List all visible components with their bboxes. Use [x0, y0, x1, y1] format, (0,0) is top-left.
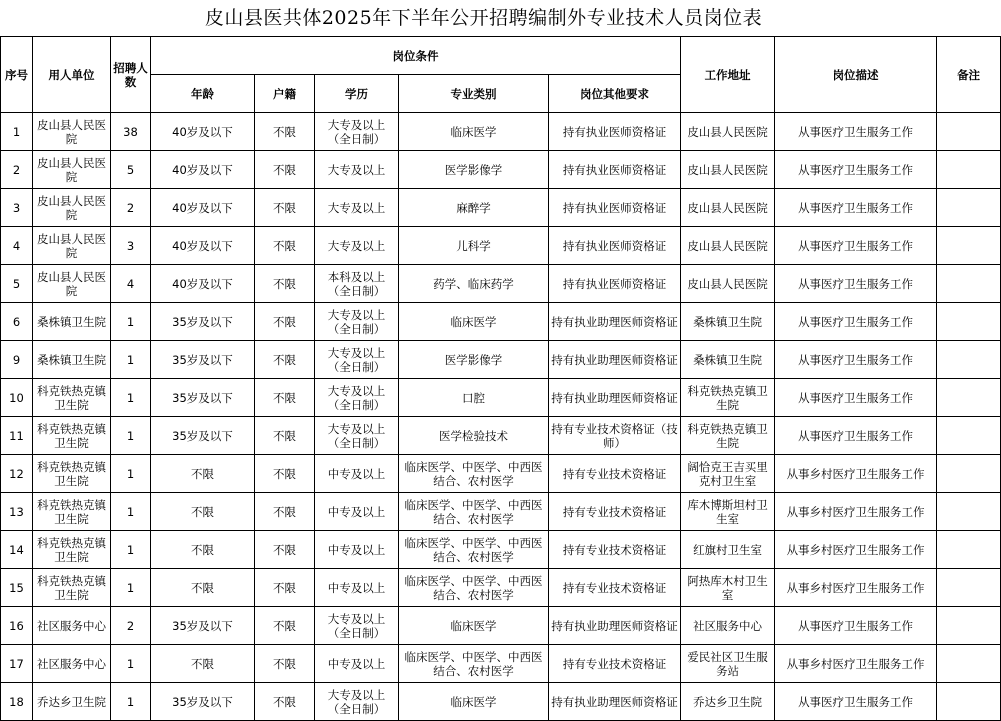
table-row: [1, 379, 1001, 417]
header-age: 年龄: [151, 75, 255, 113]
cell-seq: 15: [1, 569, 33, 607]
cell-desc: 从事医疗卫生服务工作: [775, 113, 937, 151]
cell-hukou: 不限: [255, 227, 315, 265]
cell-desc: 从事医疗卫生服务工作: [775, 683, 937, 721]
cell-seq: 13: [1, 493, 33, 531]
cell-desc: 从事乡村医疗卫生服务工作: [775, 531, 937, 569]
cell-major: 药学、临床药学: [399, 265, 549, 303]
cell-note: [937, 645, 1001, 683]
cell-desc: 从事医疗卫生服务工作: [775, 379, 937, 417]
table-row: [1, 455, 1001, 493]
cell-count: 2: [111, 607, 151, 645]
cell-unit: 皮山县人民医院: [33, 151, 111, 189]
cell-note: [937, 303, 1001, 341]
cell-unit: 乔达乡卫生院: [33, 683, 111, 721]
cell-unit: 桑株镇卫生院: [33, 341, 111, 379]
cell-location: 皮山县人民医院: [681, 151, 775, 189]
cell-location: 桑株镇卫生院: [681, 303, 775, 341]
cell-count: 1: [111, 569, 151, 607]
cell-count: 1: [111, 341, 151, 379]
cell-note: [937, 379, 1001, 417]
table-row: [1, 189, 1001, 227]
cell-other: 持有专业技术资格证: [549, 531, 681, 569]
cell-hukou: 不限: [255, 683, 315, 721]
cell-unit: 科克铁热克镇卫生院: [33, 569, 111, 607]
cell-other: 持有执业助理医师资格证: [549, 379, 681, 417]
cell-seq: 18: [1, 683, 33, 721]
cell-edu: 大专及以上（全日制）: [315, 113, 399, 151]
cell-location: 阿热库木村卫生室: [681, 569, 775, 607]
cell-age: 35岁及以下: [151, 341, 255, 379]
cell-note: [937, 265, 1001, 303]
cell-major: 临床医学: [399, 113, 549, 151]
cell-age: 40岁及以下: [151, 113, 255, 151]
cell-major: 临床医学、中医学、中西医结合、农村医学: [399, 569, 549, 607]
cell-hukou: 不限: [255, 303, 315, 341]
cell-note: [937, 493, 1001, 531]
cell-major: 临床医学、中医学、中西医结合、农村医学: [399, 645, 549, 683]
cell-age: 35岁及以下: [151, 607, 255, 645]
cell-unit: 科克铁热克镇卫生院: [33, 455, 111, 493]
cell-count: 4: [111, 265, 151, 303]
cell-edu: 大专及以上: [315, 151, 399, 189]
cell-note: [937, 227, 1001, 265]
cell-hukou: 不限: [255, 265, 315, 303]
cell-seq: 12: [1, 455, 33, 493]
cell-other: 持有执业助理医师资格证: [549, 341, 681, 379]
cell-note: [937, 569, 1001, 607]
cell-edu: 中专及以上: [315, 645, 399, 683]
cell-unit: 科克铁热克镇卫生院: [33, 531, 111, 569]
table-row: [1, 341, 1001, 379]
cell-desc: 从事乡村医疗卫生服务工作: [775, 645, 937, 683]
cell-hukou: 不限: [255, 379, 315, 417]
table-header: [1, 37, 1001, 113]
table-row: [1, 151, 1001, 189]
cell-location: 乔达乡卫生院: [681, 683, 775, 721]
cell-count: 1: [111, 531, 151, 569]
cell-desc: 从事乡村医疗卫生服务工作: [775, 569, 937, 607]
table-row: [1, 569, 1001, 607]
cell-hukou: 不限: [255, 113, 315, 151]
cell-desc: 从事医疗卫生服务工作: [775, 303, 937, 341]
cell-seq: 4: [1, 227, 33, 265]
cell-count: 2: [111, 189, 151, 227]
header-other: 岗位其他要求: [549, 75, 681, 113]
cell-seq: 9: [1, 341, 33, 379]
cell-hukou: 不限: [255, 151, 315, 189]
cell-hukou: 不限: [255, 531, 315, 569]
cell-seq: 5: [1, 265, 33, 303]
cell-edu: 大专及以上: [315, 227, 399, 265]
cell-unit: 皮山县人民医院: [33, 227, 111, 265]
cell-major: 麻醉学: [399, 189, 549, 227]
cell-other: 持有专业技术资格证（技师）: [549, 417, 681, 455]
cell-location: 社区服务中心: [681, 607, 775, 645]
cell-major: 儿科学: [399, 227, 549, 265]
cell-age: 不限: [151, 531, 255, 569]
cell-note: [937, 531, 1001, 569]
cell-hukou: 不限: [255, 417, 315, 455]
cell-other: 持有执业医师资格证: [549, 265, 681, 303]
cell-note: [937, 189, 1001, 227]
header-desc: 岗位描述: [775, 37, 937, 113]
cell-note: [937, 417, 1001, 455]
cell-location: 桑株镇卫生院: [681, 341, 775, 379]
cell-seq: 17: [1, 645, 33, 683]
cell-age: 不限: [151, 645, 255, 683]
table-row: [1, 265, 1001, 303]
cell-other: 持有执业医师资格证: [549, 227, 681, 265]
cell-other: 持有专业技术资格证: [549, 569, 681, 607]
cell-note: [937, 683, 1001, 721]
cell-count: 5: [111, 151, 151, 189]
cell-age: 35岁及以下: [151, 417, 255, 455]
cell-seq: 6: [1, 303, 33, 341]
cell-edu: 大专及以上（全日制）: [315, 341, 399, 379]
cell-location: 库木博斯坦村卫生室: [681, 493, 775, 531]
cell-desc: 从事医疗卫生服务工作: [775, 265, 937, 303]
table-row: [1, 113, 1001, 151]
cell-unit: 科克铁热克镇卫生院: [33, 417, 111, 455]
cell-hukou: 不限: [255, 645, 315, 683]
cell-location: 皮山县人民医院: [681, 113, 775, 151]
cell-unit: 皮山县人民医院: [33, 189, 111, 227]
cell-edu: 大专及以上（全日制）: [315, 683, 399, 721]
cell-location: 皮山县人民医院: [681, 227, 775, 265]
cell-age: 40岁及以下: [151, 151, 255, 189]
cell-major: 临床医学、中医学、中西医结合、农村医学: [399, 493, 549, 531]
table-row: [1, 227, 1001, 265]
cell-count: 1: [111, 645, 151, 683]
cell-location: 科克铁热克镇卫生院: [681, 417, 775, 455]
cell-edu: 中专及以上: [315, 569, 399, 607]
cell-desc: 从事医疗卫生服务工作: [775, 607, 937, 645]
cell-count: 1: [111, 455, 151, 493]
cell-count: 1: [111, 493, 151, 531]
table-row: [1, 303, 1001, 341]
table-body: [1, 113, 1001, 721]
header-major: 专业类别: [399, 75, 549, 113]
header-edu: 学历: [315, 75, 399, 113]
cell-edu: 大专及以上: [315, 189, 399, 227]
cell-age: 40岁及以下: [151, 227, 255, 265]
cell-hukou: 不限: [255, 189, 315, 227]
cell-age: 40岁及以下: [151, 189, 255, 227]
cell-major: 医学影像学: [399, 341, 549, 379]
cell-desc: 从事医疗卫生服务工作: [775, 151, 937, 189]
cell-desc: 从事医疗卫生服务工作: [775, 341, 937, 379]
table-row: [1, 683, 1001, 721]
cell-hukou: 不限: [255, 607, 315, 645]
cell-other: 持有执业助理医师资格证: [549, 683, 681, 721]
page-title: 皮山县医共体2025年下半年公开招聘编制外专业技术人员岗位表: [204, 7, 763, 29]
cell-desc: 从事医疗卫生服务工作: [775, 417, 937, 455]
cell-note: [937, 607, 1001, 645]
table-row: [1, 417, 1001, 455]
cell-major: 临床医学: [399, 683, 549, 721]
cell-hukou: 不限: [255, 493, 315, 531]
cell-count: 1: [111, 417, 151, 455]
cell-age: 35岁及以下: [151, 683, 255, 721]
cell-edu: 大专及以上（全日制）: [315, 417, 399, 455]
cell-other: 持有专业技术资格证: [549, 645, 681, 683]
cell-seq: 16: [1, 607, 33, 645]
cell-unit: 科克铁热克镇卫生院: [33, 379, 111, 417]
cell-desc: 从事乡村医疗卫生服务工作: [775, 455, 937, 493]
cell-note: [937, 113, 1001, 151]
cell-seq: 11: [1, 417, 33, 455]
cell-major: 医学检验技术: [399, 417, 549, 455]
table-row: [1, 531, 1001, 569]
cell-location: 阔恰克王吉买里克村卫生室: [681, 455, 775, 493]
cell-seq: 3: [1, 189, 33, 227]
cell-note: [937, 341, 1001, 379]
header-conditions: 岗位条件: [151, 37, 681, 75]
cell-other: 持有执业医师资格证: [549, 151, 681, 189]
cell-hukou: 不限: [255, 569, 315, 607]
cell-hukou: 不限: [255, 341, 315, 379]
header-note: 备注: [937, 37, 1001, 113]
header-seq: 序号: [1, 37, 33, 113]
cell-other: 持有专业技术资格证: [549, 493, 681, 531]
cell-age: 35岁及以下: [151, 303, 255, 341]
cell-unit: 皮山县人民医院: [33, 113, 111, 151]
cell-edu: 中专及以上: [315, 455, 399, 493]
cell-desc: 从事医疗卫生服务工作: [775, 189, 937, 227]
cell-age: 不限: [151, 455, 255, 493]
cell-edu: 大专及以上（全日制）: [315, 607, 399, 645]
cell-location: 科克铁热克镇卫生院: [681, 379, 775, 417]
cell-major: 临床医学、中医学、中西医结合、农村医学: [399, 531, 549, 569]
cell-count: 1: [111, 303, 151, 341]
cell-major: 口腔: [399, 379, 549, 417]
cell-count: 38: [111, 113, 151, 151]
cell-major: 医学影像学: [399, 151, 549, 189]
header-location: 工作地址: [681, 37, 775, 113]
cell-count: 3: [111, 227, 151, 265]
table-row: [1, 645, 1001, 683]
table-row: [1, 607, 1001, 645]
cell-desc: 从事医疗卫生服务工作: [775, 227, 937, 265]
cell-major: 临床医学: [399, 303, 549, 341]
cell-seq: 2: [1, 151, 33, 189]
header-hukou: 户籍: [255, 75, 315, 113]
cell-age: 不限: [151, 569, 255, 607]
cell-other: 持有执业医师资格证: [549, 113, 681, 151]
positions-table: [0, 36, 1001, 721]
cell-hukou: 不限: [255, 455, 315, 493]
cell-age: 35岁及以下: [151, 379, 255, 417]
cell-seq: 1: [1, 113, 33, 151]
cell-edu: 中专及以上: [315, 531, 399, 569]
cell-location: 皮山县人民医院: [681, 265, 775, 303]
header-count: 招聘人数: [111, 37, 151, 113]
cell-other: 持有执业医师资格证: [549, 189, 681, 227]
cell-age: 40岁及以下: [151, 265, 255, 303]
cell-unit: 社区服务中心: [33, 607, 111, 645]
cell-unit: 桑株镇卫生院: [33, 303, 111, 341]
cell-note: [937, 151, 1001, 189]
cell-other: 持有执业助理医师资格证: [549, 303, 681, 341]
header-unit: 用人单位: [33, 37, 111, 113]
cell-unit: 社区服务中心: [33, 645, 111, 683]
cell-age: 不限: [151, 493, 255, 531]
cell-count: 1: [111, 379, 151, 417]
cell-location: 皮山县人民医院: [681, 189, 775, 227]
cell-edu: 本科及以上（全日制）: [315, 265, 399, 303]
cell-unit: 皮山县人民医院: [33, 265, 111, 303]
cell-other: 持有专业技术资格证: [549, 455, 681, 493]
cell-edu: 中专及以上: [315, 493, 399, 531]
cell-unit: 科克铁热克镇卫生院: [33, 493, 111, 531]
cell-location: 红旗村卫生室: [681, 531, 775, 569]
cell-seq: 14: [1, 531, 33, 569]
cell-desc: 从事乡村医疗卫生服务工作: [775, 493, 937, 531]
cell-edu: 大专及以上（全日制）: [315, 303, 399, 341]
cell-edu: 大专及以上（全日制）: [315, 379, 399, 417]
cell-note: [937, 455, 1001, 493]
cell-major: 临床医学、中医学、中西医结合、农村医学: [399, 455, 549, 493]
table-row: [1, 493, 1001, 531]
cell-other: 持有执业助理医师资格证: [549, 607, 681, 645]
cell-seq: 10: [1, 379, 33, 417]
cell-count: 1: [111, 683, 151, 721]
cell-major: 临床医学: [399, 607, 549, 645]
cell-location: 爱民社区卫生服务站: [681, 645, 775, 683]
